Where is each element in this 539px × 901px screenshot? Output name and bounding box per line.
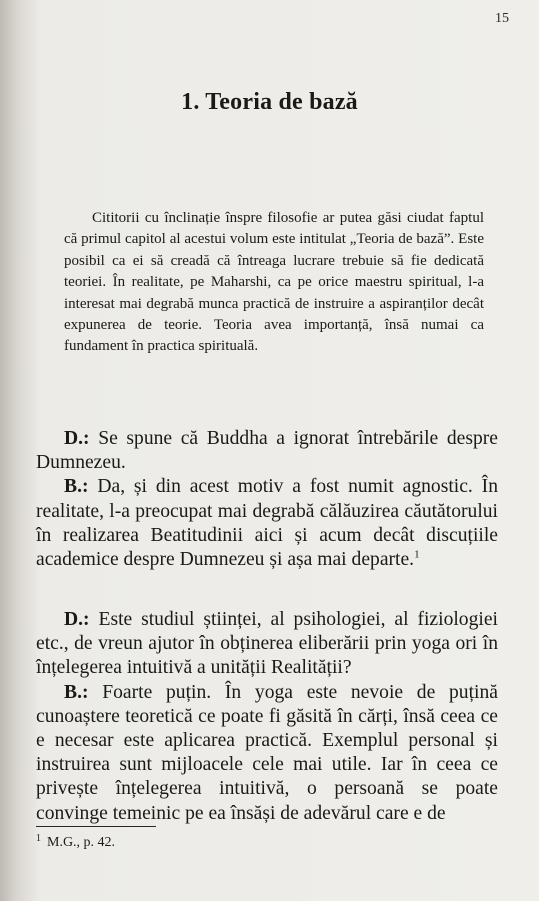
- answer-text: Da, și din acest motiv a fost numit agnostic. În realitate, l-a preocupat mai degrabă călăuzirea căutătorului în realizarea Beatitudinii aici și acum decât discuțiile academice despre Dumnezeu și așa mai departe.: [36, 476, 498, 571]
- footnote-number: 1: [36, 833, 41, 844]
- question-text: Se spune că Buddha a ignorat întrebările despre Dumnezeu.: [36, 428, 498, 474]
- question-text: Este studiul științei, al psihologiei, al fiziologiei etc., de vreun ajutor în obținerea eliberării prin yoga ori în înțelegerea intuitivă a unității Realității?: [36, 609, 498, 679]
- footnote: [36, 835, 115, 851]
- question-paragraph: [36, 608, 498, 681]
- intro-paragraph: Cititorii cu înclinație înspre filosofie ar putea găsi ciudat faptul că primul capitol al acestui volum este intitulat „Teoria de bază”. Este posibil ca ei să creadă că întreaga lucrare trebuie să fie dedicată teoriei. În realitate, pe Maharshi, ca pe orice maestru spiritual, l-a interesat mai degrabă munca practică de instruire a aspiranților decât expunerea de teorie. Teoria avea importanță, însă numai ca fundament în practica spirituală.: [64, 210, 484, 355]
- intro-section: [64, 208, 484, 358]
- speaker-label: D.:: [64, 428, 90, 449]
- footnote-divider: [36, 826, 156, 827]
- speaker-label: B.:: [64, 476, 89, 498]
- speaker-label: B.:: [64, 681, 89, 703]
- answer-paragraph: [36, 475, 498, 572]
- question-paragraph: [36, 427, 498, 475]
- answer-text: Foarte puțin. În yoga este nevoie de puțină cunoaștere teoretică ce poate fi găsită în cărți, însă ceea ce e necesar este aplicarea practică. Exemplul personal și instruirea sunt mijloacele cele mai utile. Iar în ceea ce privește înțelegerea intuitivă, o persoană se poate convinge temeinic pe ea însăși de adevărul care e de: [36, 681, 498, 824]
- dialog-block-1: [36, 427, 498, 572]
- dialog-block-2: [36, 608, 498, 826]
- footnote-reference[interactable]: 1: [414, 548, 420, 561]
- page-number: 15: [495, 11, 509, 26]
- speaker-label: D.:: [64, 609, 90, 630]
- answer-paragraph: [36, 681, 498, 826]
- chapter-title: 1. Teoria de bază: [181, 89, 358, 115]
- footnote-text: M.G., p. 42.: [47, 835, 116, 850]
